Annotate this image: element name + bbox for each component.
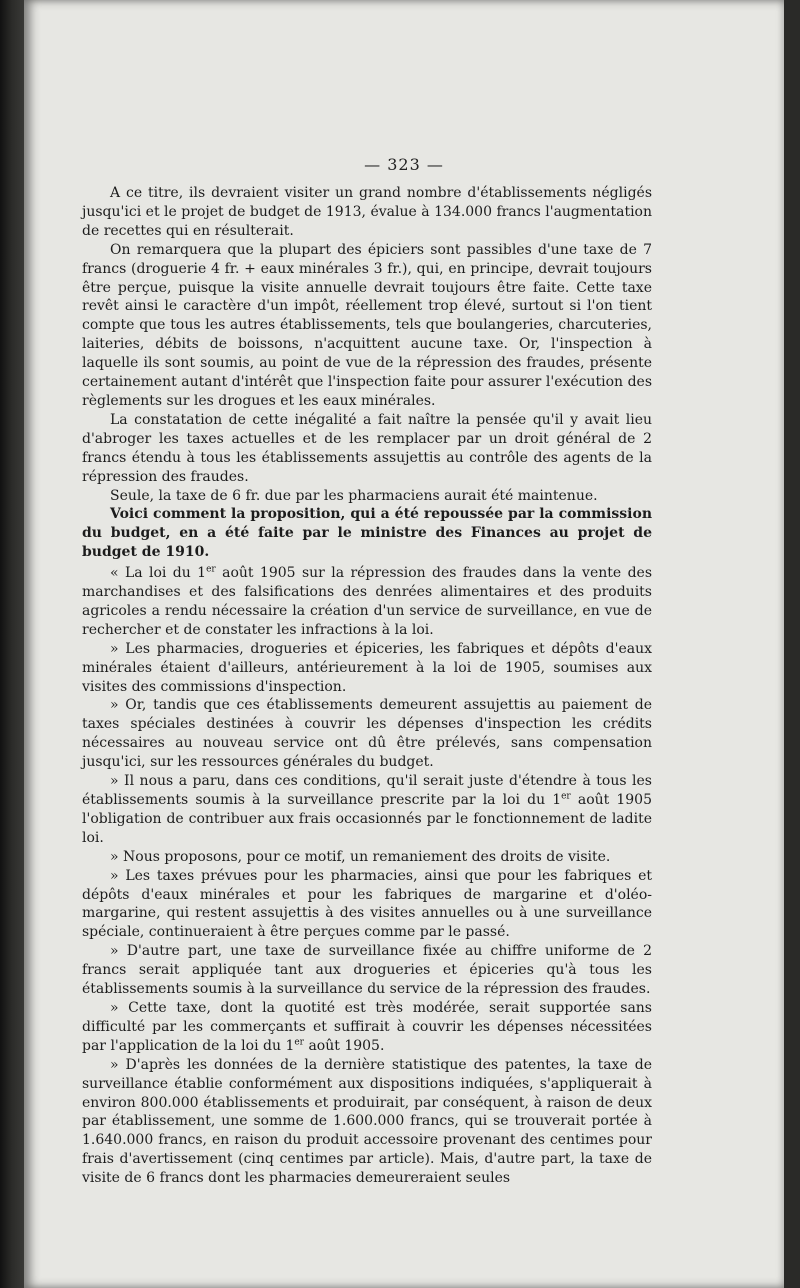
- paragraph: Seule, la taxe de 6 fr. due par les pharmaciens aurait été maintenue.: [110, 487, 598, 504]
- body-text: [82, 184, 652, 1188]
- paragraph: « La loi du 1er août 1905 sur la répression des fraudes dans la vente des marchandises et des falsifications des denrées alimentaires et des produits agricoles a rendu nécessaire la création d'un service de surveillance, en vue de rechercher et de constater les infractions à la loi.: [82, 564, 653, 638]
- paragraph: La constatation de cette inégalité a fait naître la pensée qu'il y avait lieu d'abroger les taxes actuelles et de les remplacer par un droit général de 2 francs étendu à tous les établissements assujettis au contrôle des agents de la répression des fraudes.: [82, 411, 652, 485]
- paragraph: » Or, tandis que ces établissements demeurent assujettis au paiement de taxes spéciales destinées à couvrir les dépenses d'inspection les crédits nécessaires au nouveau service ont dû être prélevés, sans compensation jusqu'ici, sur les ressources générales du budget.: [82, 697, 652, 771]
- paragraph: » D'autre part, une taxe de surveillance fixée au chiffre uniforme de 2 francs serait appliquée tant aux drogueries et épiceries qu'à tous les établissements soumis à la surveillance du service de la répression des fraudes.: [82, 943, 652, 998]
- paragraph: » Cette taxe, dont la quotité est très modérée, serait supportée sans difficulté par les commerçants et suffirait à couvrir les dépenses nécessitées par l'application de la loi du 1er août 1905.: [82, 999, 652, 1054]
- paragraph: » Nous proposons, pour ce motif, un remaniement des droits de visite.: [110, 848, 611, 865]
- paragraph: A ce titre, ils devraient visiter un grand nombre d'établissements négligés jusqu'ici et le projet de budget de 1913, évalue à 134.000 francs l'augmentation de recettes qui en résulterait.: [82, 185, 652, 239]
- paragraph: » Les pharmacies, drogueries et épiceries, les fabriques et dépôts d'eaux minérales étaient d'ailleurs, antérieurement à la loi de 1905, soumises aux visites des commissions d'inspection.: [82, 640, 652, 695]
- paragraph: » Il nous a paru, dans ces conditions, qu'il serait juste d'étendre à tous les établissements soumis à la surveillance prescrite par la loi du 1er août 1905 l'obligation de contribuer aux frais occasionnés par le fonctionnement de ladite loi.: [82, 773, 652, 846]
- paragraph: Voici comment la proposition, qui a été repoussée par la commission du budget, en a été faite par le ministre des Finances au projet de budget de 1910.: [82, 506, 652, 561]
- book-binding: [0, 0, 26, 1288]
- page-number: — 323 —: [364, 155, 444, 174]
- scanned-page: [24, 0, 784, 1288]
- paragraph: » D'après les données de la dernière statistique des patentes, la taxe de surveillance établie conformément aux dispositions indiquées, s'appliquerait à environ 800.000 établissements et produirait, par conséquent, à raison de deux par établissement, une somme de 1.600.000 francs, qui se trouverait portée à 1.640.000 francs, en raison du produit accessoire provenant des centimes pour frais d'avertissement (cinq centimes par article). Mais, d'autre part, la taxe de visite de 6 francs dont les pharmacies demeureraient seules: [82, 1056, 652, 1187]
- paragraph: » Les taxes prévues pour les pharmacies, ainsi que pour les fabriques et dépôts d'eaux minérales et pour les fabriques de margarine et d'oléo-margarine, qui restent assujettis à des visites annuelles ou à une surveillance spéciale, continueraient à être perçues comme par le passé.: [82, 867, 652, 941]
- paragraph: On remarquera que la plupart des épiciers sont passibles d'une taxe de 7 francs (droguerie 4 fr. + eaux minérales 3 fr.), qui, en principe, devrait toujours être perçue, puisque la visite annuelle devrait toujours être faite. Cette taxe revêt ainsi le caractère d'un impôt, réellement trop élevé, surtout si l'on tient compte que tous les autres établissements, tels que boulangeries, charcuteries, laiteries, débits de boissons, n'acquittent aucune taxe. Or, l'inspection à laquelle ils sont soumis, au point de vue de la répression des fraudes, présente certainement autant d'intérêt que l'inspection faite pour assurer l'exécution des règlements sur les drogues et les eaux minérales.: [82, 241, 652, 409]
